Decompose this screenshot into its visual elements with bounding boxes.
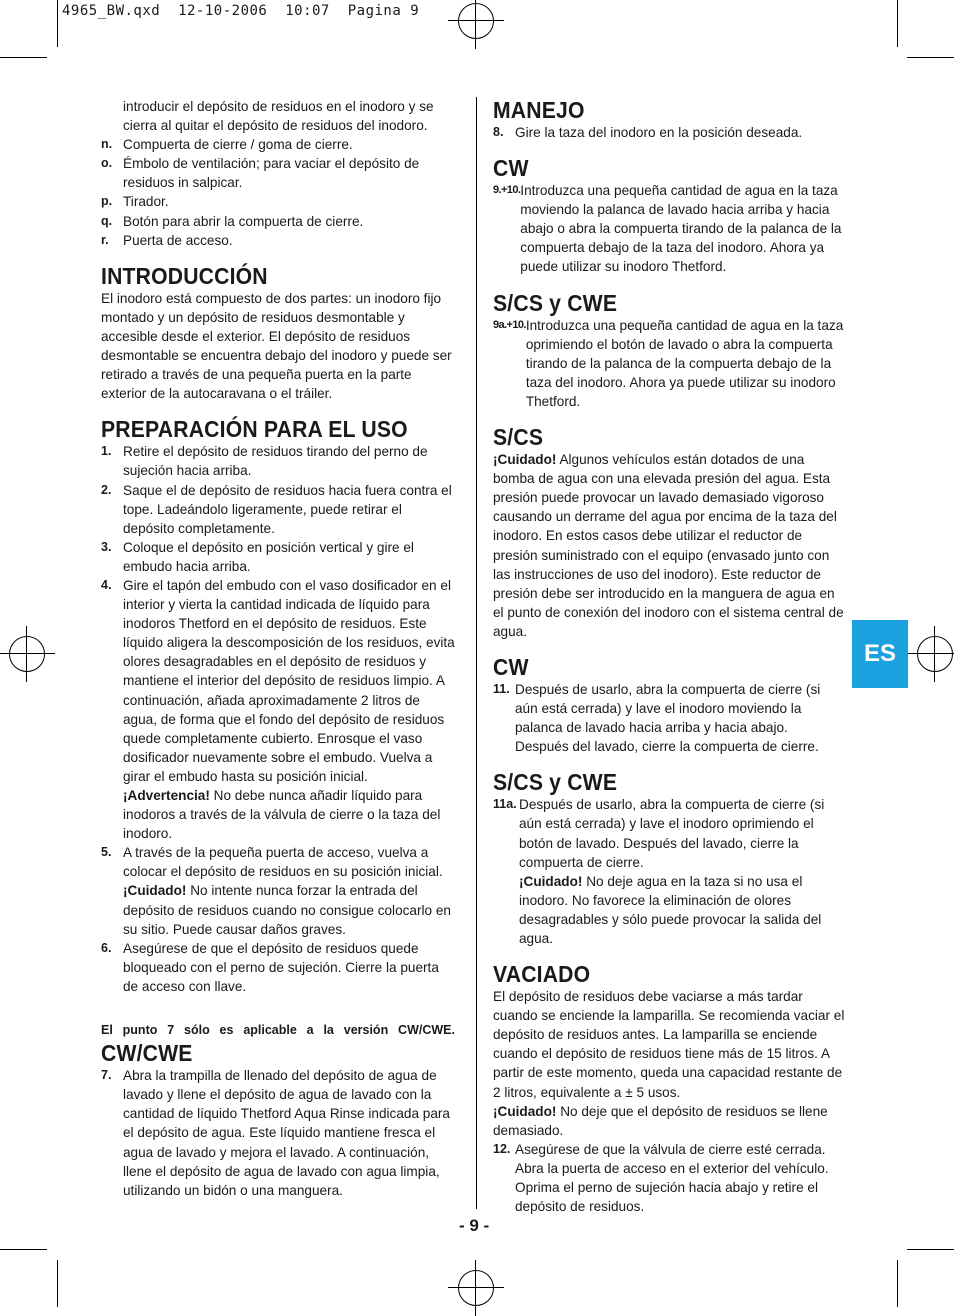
registration-mark-top [458, 3, 494, 39]
list-item: o. Émbolo de ventilación; para vaciar el depósito de residuos in salpicar. [101, 156, 420, 191]
crop-mark [0, 57, 47, 58]
section-title-scs-cwe: S/CS y CWE [493, 289, 618, 316]
list-item: r. Puerta de acceso. [101, 232, 233, 248]
caution-label: ¡Cuidado! [519, 873, 583, 889]
caution-label: ¡Cuidado! [493, 452, 557, 468]
section-title-vaciado: VACIADO [493, 961, 591, 988]
parts-list [101, 135, 455, 250]
section-title-preparacion: PREPARACIÓN PARA EL USO [101, 416, 408, 443]
crop-mark [907, 1249, 954, 1250]
caution-label: ¡Cuidado! [493, 1103, 557, 1119]
warning-paragraph: ¡Advertencia! No debe nunca añadir líquido para inodoros a través de la válvula de cierre o la taza del inodoro. [123, 788, 441, 842]
section-title-scs: S/CS [493, 424, 544, 451]
list-item: 8. Gire la taza del inodoro en la posición deseada. [493, 125, 803, 140]
crop-mark [57, 1260, 58, 1307]
list-item: 5. A través de la pequeña puerta de acceso, vuelva a colocar el depósito de residuos en su posición inicial. [101, 845, 443, 880]
version-note: El punto 7 sólo es aplicable a la versión CW/CWE. [101, 1023, 455, 1038]
right-column [493, 97, 845, 1216]
section-title-introduccion: INTRODUCCIÓN [101, 262, 268, 289]
list-item: 11a. Después de usarlo, abra la compuerta de cierre (si aún está cerrada) y lave el inodoro oprimiendo el botón de lavado. Después del lavado, cierre la compuerta de cierre. [493, 797, 825, 870]
section-title-cw: CW [493, 155, 529, 182]
section-title-manejo: MANEJO [493, 97, 585, 123]
vaciado-paragraph: El depósito de residuos debe vaciarse a más tardar cuando se enciende la lamparilla. Se recomienda vaciar el depósito de residuos antes. La lamparilla se enciende cuando el depósito de residuos tiene más de 15 litros. A partir de este momento, queda una capacidad restante de 2 litros, equivalente a ± 5 usos. [493, 989, 845, 1100]
section-title-cw: CW [493, 653, 529, 680]
print-header: 4965_BW.qxd 12-10-2006 10:07 Pagina 9 [62, 3, 420, 19]
registration-mark-right [917, 636, 953, 672]
caution-paragraph: ¡Cuidado! No deje que el depósito de residuos se llene demasiado. [493, 1103, 828, 1138]
warning-label: ¡Advertencia! [123, 788, 210, 803]
list-item: n. Compuerta de cierre / goma de cierre. [101, 137, 353, 153]
crop-mark [57, 0, 58, 47]
list-item: 7. Abra la trampilla de llenado del depósito de agua de lavado y llene el depósito de agua de lavado con la cantidad de líquido Thetford Aqua Rinse indicada para el depósito de agua. Este líquido mantiene fresca el agua de lavado y mejora el lavado. A continuación, llene el depósito de agua de lavado con agua limpia, utilizando un bidón o una manguera. [101, 1068, 450, 1198]
left-column [101, 97, 455, 1200]
crop-mark [907, 57, 954, 58]
page-number: - 9 - [459, 1216, 490, 1235]
list-item: 3. Coloque el depósito en posición vertical y gire el embudo hacia arriba. [101, 539, 414, 574]
caution-paragraph: ¡Cuidado! No intente nunca forzar la entrada del depósito de residuos cuando no consigue colocarlo en su sitio. Puede causar daños graves. [123, 883, 451, 937]
list-item: 12. Asegúrese de que la válvula de cierre esté cerrada. Abra la puerta de acceso en el exterior del vehículo. Oprima el perno de sujeción hacia abajo y retire el depósito de residuos. [493, 1141, 829, 1215]
list-item: 1. Retire el depósito de residuos tirando del perno de sujeción hacia arriba. [101, 444, 428, 479]
crop-mark [0, 1249, 47, 1250]
intro-paragraph: El inodoro está compuesto de dos partes: un inodoro fijo montado y un depósito de residuos desmontable y accesible desde el exterior. El depósito de residuos desmontable se encuentra debajo del inodoro y puede ser retirado a través de una pequeña puerta en la parte exterior de la autocaravana o el tráiler. [101, 290, 452, 402]
list-item: p. Tirador. [101, 194, 169, 210]
section-title-cwcwe: CW/CWE [101, 1040, 193, 1067]
registration-mark-left [9, 636, 45, 672]
crop-mark [897, 0, 898, 47]
list-item: 6. Asegúrese de que el depósito de residuos quede bloqueado con el perno de sujeción. Cierre la puerta de acceso con llave. [101, 940, 439, 994]
continued-text: introducir el depósito de residuos en el inodoro y se cierra al quitar el depósito de residuos del inodoro. [123, 99, 434, 134]
list-item: 11. Después de usarlo, abra la compuerta de cierre (si aún está cerrada) y lave el inodoro moviendo la palanca de lavado hacia arriba y hacia abajo. Después del lavado, cierre la compuerta de cierre. [493, 681, 821, 755]
list-item: q. Botón para abrir la compuerta de cierre. [101, 213, 364, 229]
language-tab: ES [852, 620, 908, 688]
list-item: 2. Saque el de depósito de residuos hacia fuera contra el tope. Ladeándolo ligeramente, puede retirar el depósito completamente. [101, 482, 452, 536]
list-item: 4. Gire el tapón del embudo con el vaso dosificador en el interior y vierta la cantidad indicada de líquido para inodoros Thetford en el depósito de residuos. Este líquido aligera la descomposición de los residuos, evita olores desagradables en el depósito de residuos y mantiene el interior del depósito de residuos limpio. A continuación, añada aproximadamente 2 litros de agua, de forma que el fondo del depósito de residuos quede completamente cubierto. Enrosque el vaso dosificador nuevamente sobre el embudo. Vuelva a girar el embudo hasta su posición inicial. [101, 577, 455, 784]
column-divider [476, 97, 477, 1209]
caution-paragraph: ¡Cuidado! Algunos vehículos están dotados de una bomba de agua con una elevada presión del agua. Esta presión puede provocar un lavado demasiado vigoroso causando un derrame del agua por encima de la taza del inodoro. En estos casos debe utilizar el reductor de presión suministrado con el equipo (envasado junto con las instrucciones de uso del inodoro). Este reductor de presión debe ser introducido en la manguera de agua en el punto de conexión del inodoro con el sistema central de agua. [493, 452, 844, 639]
registration-mark-bottom [458, 1270, 494, 1306]
caution-label: ¡Cuidado! [123, 883, 187, 899]
crop-mark [897, 1260, 898, 1307]
caution-paragraph: ¡Cuidado! No deje agua en la taza si no usa el inodoro. No favorece la eliminación de olores desagradables y sólo puede provocar la salida del agua. [519, 873, 822, 946]
section-title-scs-cwe: S/CS y CWE [493, 769, 618, 796]
list-item: 9a.+10. Introduzca una pequeña cantidad de agua en la taza oprimiendo el botón de lavado o abra la compuerta tirando de la palanca de la compuerta debajo de la taza del inodoro. Ahora ya puede utilizar su inodoro Thetford. [493, 317, 844, 409]
list-item: 9.+10. Introduzca una pequeña cantidad de agua en la taza moviendo la palanca de lavado hacia arriba y hacia abajo o abra la compuerta tirando de la palanca de la compuerta debajo de la taza del inodoro. Ahora ya puede utilizar su inodoro Thetford. [493, 183, 842, 275]
